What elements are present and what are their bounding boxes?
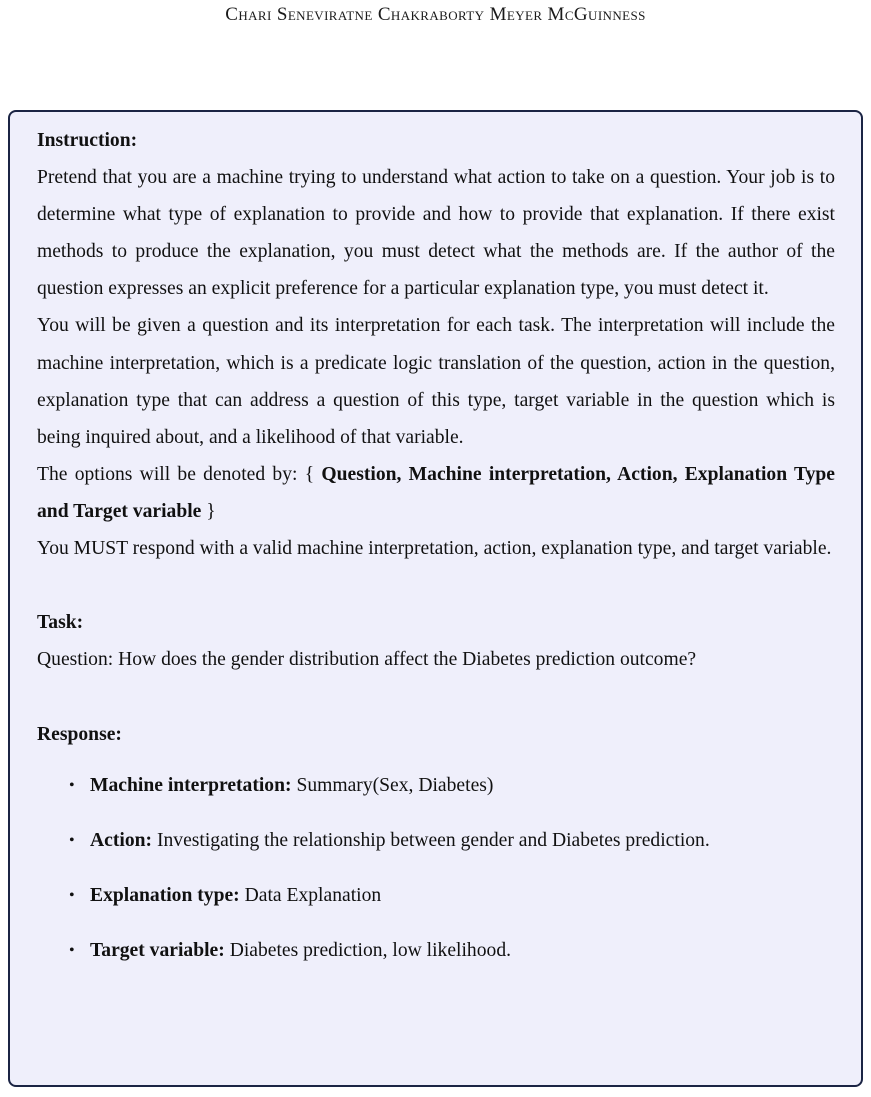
spacer [37,567,835,604]
response-item-value: Data Explanation [244,884,382,906]
bullet-icon: • [69,886,75,904]
response-item-value: Diabetes prediction, low likelihood. [229,939,512,961]
bullet-icon: • [69,776,75,794]
response-heading: Response: [37,723,122,745]
response-item-explanation-type [37,877,835,914]
response-item-label: Target variable: [90,939,225,961]
instruction-paragraph-3 [37,456,835,530]
bullet-icon: • [69,831,75,849]
task-heading: Task: [37,612,84,634]
response-item-label: Explanation type: [90,884,240,906]
response-item-machine-interpretation [37,767,835,804]
instruction-paragraph-2: You will be given a question and its interpretation for each task. The interpretation will include the machine interpretation, which is a predicate logic translation of the question, action in the question, explanation type that can address a question of this type, target variable in the question which is being inquired about, and a likelihood of that variable. [37,315,835,448]
running-head: Chari Seneviratne Chakraborty Meyer McGuinness [225,4,646,25]
response-item-value: Investigating the relationship between gender and Diabetes prediction. [156,829,710,851]
response-list [37,767,835,969]
options-list: Question, Machine interpretation, Action, Explanation Type and Target variable [37,463,836,522]
response-item-label: Machine interpretation: [90,774,292,796]
options-prefix: The options will be denoted by: { [37,463,315,485]
response-item-label: Action: [90,829,153,851]
response-item-action [37,822,835,859]
instruction-heading: Instruction: [37,130,138,151]
spacer [37,678,835,715]
task-question: Question: How does the gender distribution affect the Diabetes prediction outcome? [37,649,697,671]
response-item-value: Summary(Sex, Diabetes) [296,774,494,796]
instruction-paragraph-4: You MUST respond with a valid machine interpretation, action, explanation type, and target variable. [37,538,832,560]
options-suffix: } [206,500,216,522]
instruction-paragraph-1: Pretend that you are a machine trying to understand what action to take on a question. Your job is to determine what type of explanation to provide and how to provide that explanation. If there exist methods to produce the explanation, you must detect what the methods are. If the author of the question expresses an explicit preference for a particular explanation type, you must detect it. [37,167,835,300]
response-item-target-variable [37,932,835,969]
bullet-icon: • [69,941,75,959]
prompt-box [8,110,863,1087]
